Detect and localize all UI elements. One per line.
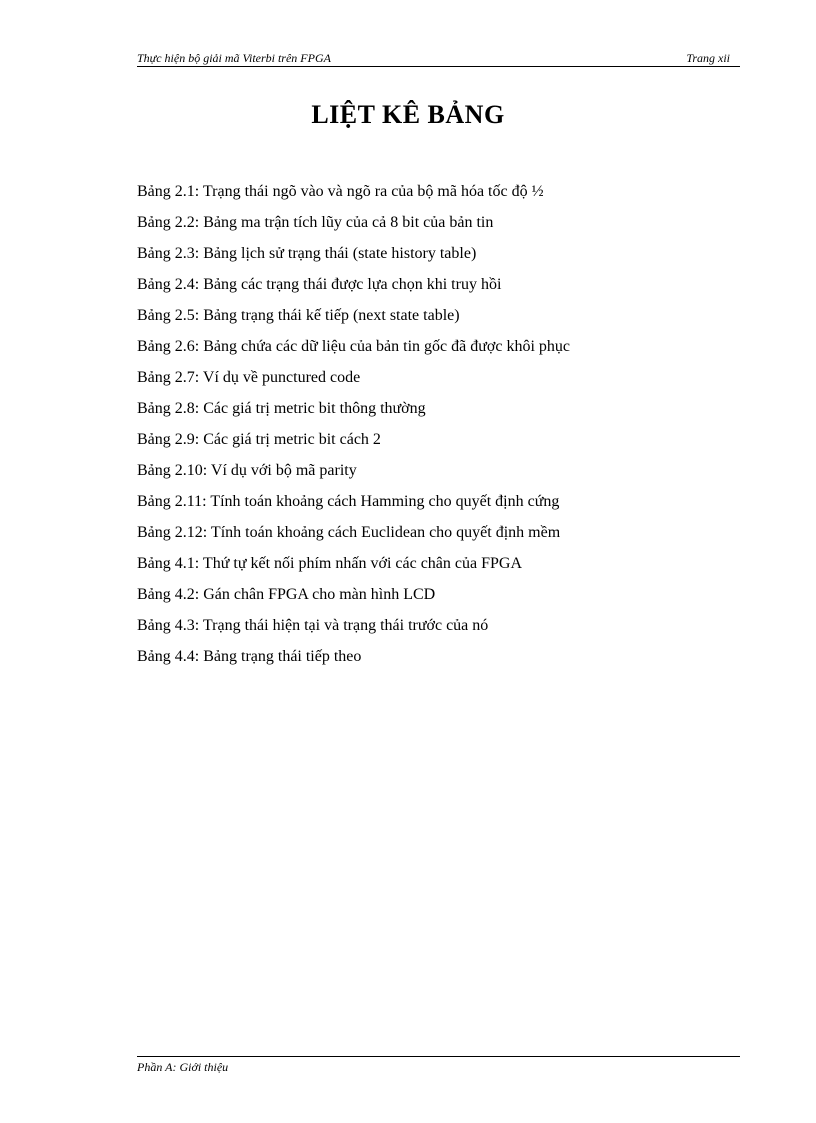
- list-item: Bảng 2.9: Các giá trị metric bit cách 2: [137, 431, 381, 448]
- list-item: Bảng 2.7: Ví dụ về punctured code: [137, 369, 361, 386]
- list-item: Bảng 2.8: Các giá trị metric bit thông thường: [137, 400, 426, 417]
- list-item: Bảng 2.11: Tính toán khoảng cách Hamming cho quyết định cứng: [137, 493, 560, 510]
- table-list: [137, 176, 570, 672]
- page-footer: [137, 1056, 740, 1075]
- list-item: Bảng 2.10: Ví dụ với bộ mã parity: [137, 462, 357, 479]
- list-item: Bảng 2.3: Bảng lịch sử trạng thái (state history table): [137, 245, 477, 262]
- list-item: Bảng 2.1: Trạng thái ngõ vào và ngõ ra của bộ mã hóa tốc độ ½: [137, 183, 544, 200]
- section-label: Phần A: Giới thiệu: [137, 1060, 229, 1074]
- list-item: Bảng 2.2: Bảng ma trận tích lũy của cả 8 bit của bản tin: [137, 214, 494, 231]
- list-item: Bảng 2.5: Bảng trạng thái kế tiếp (next state table): [137, 307, 460, 324]
- list-item: Bảng 4.2: Gán chân FPGA cho màn hình LCD: [137, 586, 436, 603]
- page-header: [137, 49, 740, 67]
- page-title: LIỆT KÊ BẢNG: [311, 100, 505, 129]
- list-item: Bảng 4.3: Trạng thái hiện tại và trạng thái trước của nó: [137, 617, 489, 634]
- list-item: Bảng 2.6: Bảng chứa các dữ liệu của bản tin gốc đã được khôi phục: [137, 338, 571, 355]
- list-item: Bảng 2.12: Tính toán khoảng cách Euclidean cho quyết định mềm: [137, 524, 561, 541]
- list-item: Bảng 4.4: Bảng trạng thái tiếp theo: [137, 648, 362, 665]
- page-number: Trang xii: [686, 51, 730, 65]
- document-title: Thực hiện bộ giải mã Viterbi trên FPGA: [137, 51, 331, 65]
- list-item: Bảng 2.4: Bảng các trạng thái được lựa chọn khi truy hồi: [137, 276, 502, 293]
- list-item: Bảng 4.1: Thứ tự kết nối phím nhấn với các chân của FPGA: [137, 555, 522, 572]
